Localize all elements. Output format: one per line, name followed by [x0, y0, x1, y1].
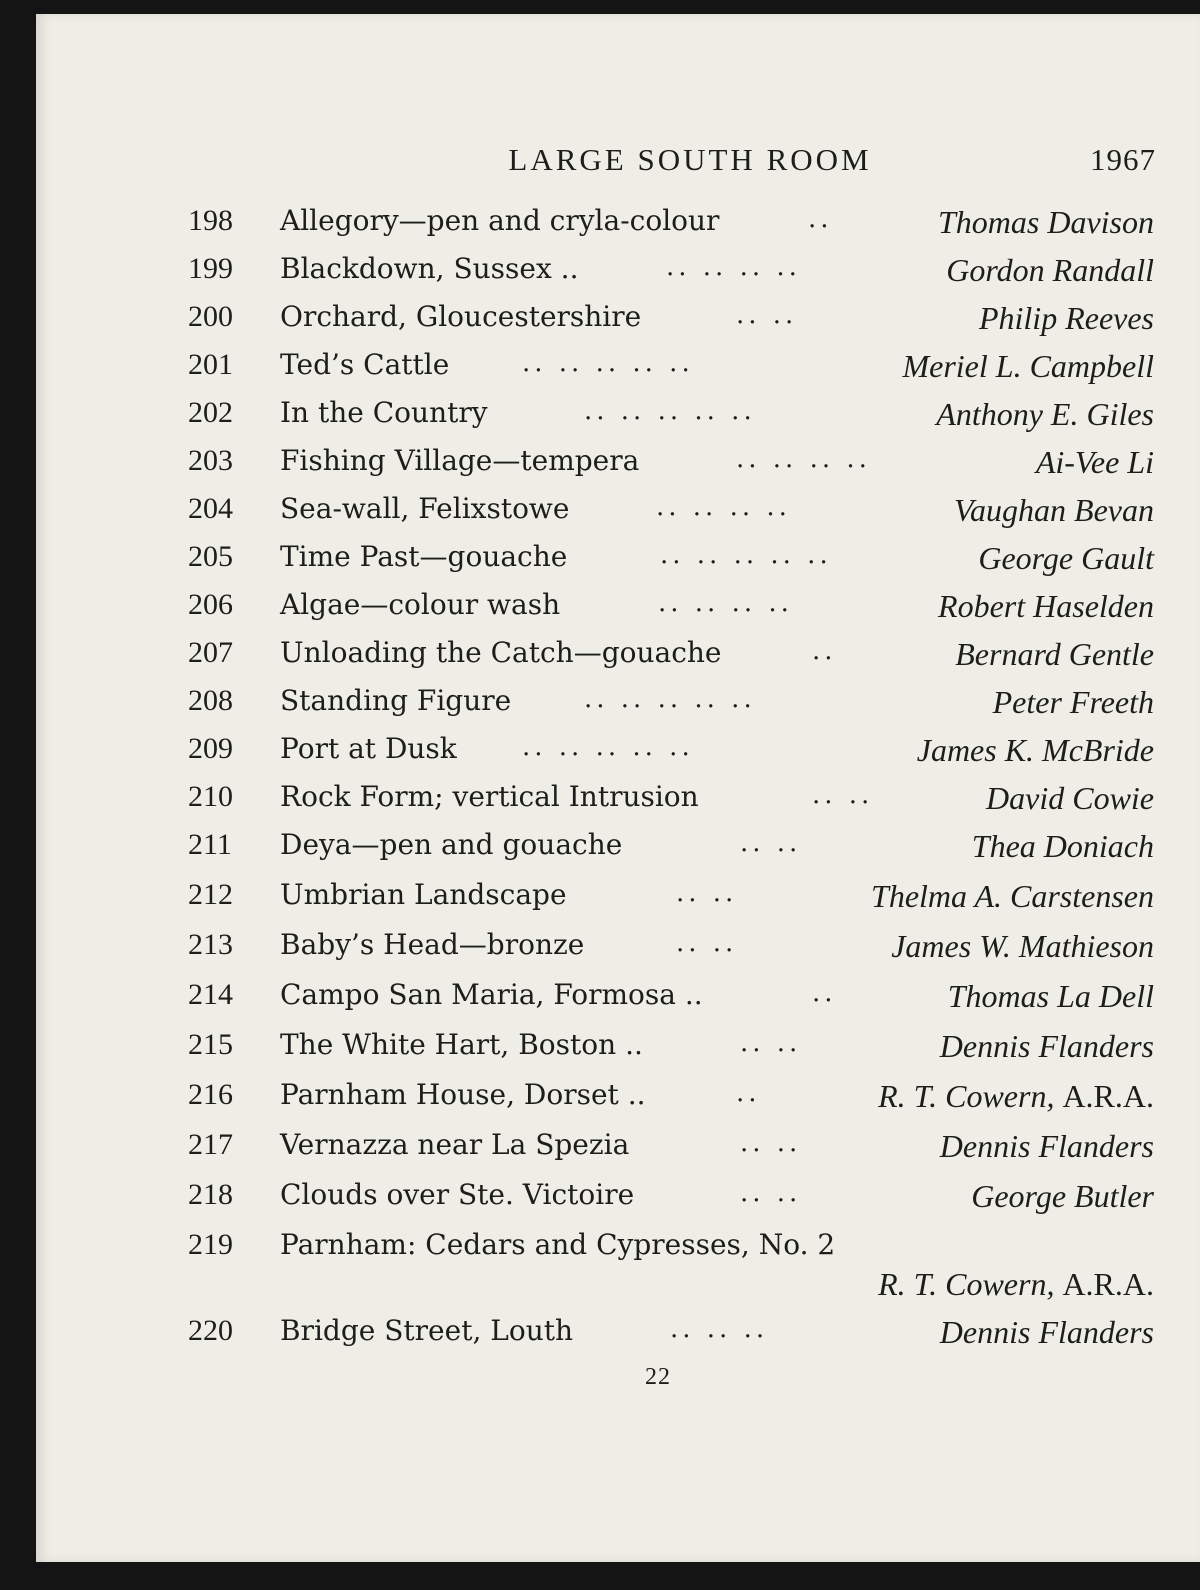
list-item [36, 300, 1200, 348]
leader-dots: .. [812, 978, 837, 1008]
entry-title: Vernazza near La Spezia [280, 1128, 630, 1161]
list-item [36, 978, 1200, 1026]
entry-title: Parnham: Cedars and Cypresses, No. 2 [280, 1228, 836, 1261]
leader-dots: .. .. .. .. [658, 588, 793, 618]
list-item [36, 684, 1200, 732]
leader-dots: .. .. [812, 780, 874, 810]
entry-number: 200 [188, 300, 233, 333]
list-item [36, 928, 1200, 976]
list-item [36, 348, 1200, 396]
entry-artist: Vaughan Bevan [954, 492, 1154, 528]
entry-artist: David Cowie [986, 780, 1154, 816]
entry-title: Bridge Street, Louth [280, 1314, 574, 1347]
entry-artist: James W. Mathieson [891, 928, 1154, 964]
leader-dots: .. .. .. .. .. [522, 348, 694, 378]
entry-number: 208 [188, 684, 233, 717]
entry-title: Baby’s Head—bronze [280, 928, 585, 961]
entry-artist: Robert Haselden [938, 588, 1154, 624]
artist-name: R. T. Cowern, [878, 1266, 1055, 1302]
leader-dots: .. .. .. .. [736, 444, 871, 474]
entry-number: 211 [188, 828, 232, 861]
leader-dots: .. .. [740, 1028, 802, 1058]
leader-dots: .. .. [740, 828, 802, 858]
entry-title: Sea-wall, Felixstowe [280, 492, 570, 525]
entry-artist: Meriel L. Campbell [902, 348, 1154, 384]
list-item [36, 878, 1200, 926]
entry-number: 212 [188, 878, 233, 911]
leader-dots: .. .. [736, 300, 798, 330]
leader-dots: .. .. [676, 928, 738, 958]
entry-number: 217 [188, 1128, 233, 1161]
entry-artist [878, 1078, 1154, 1115]
entry-artist: Dennis Flanders [939, 1028, 1154, 1064]
entry-number: 213 [188, 928, 233, 961]
entry-artist: Dennis Flanders [939, 1314, 1154, 1350]
leader-dots: .. [808, 204, 833, 234]
page-header [36, 142, 1200, 182]
artist-name: R. T. Cowern, [878, 1078, 1055, 1114]
entry-number: 214 [188, 978, 233, 1011]
entry-artist: Philip Reeves [978, 300, 1154, 336]
list-item [36, 540, 1200, 588]
entry-title: Fishing Village—tempera [280, 444, 640, 477]
page-number: 22 [645, 1364, 671, 1390]
entry-number: 220 [188, 1314, 233, 1347]
leader-dots: .. .. .. .. .. [660, 540, 832, 570]
entry-title: Umbrian Landscape [280, 878, 567, 911]
entry-number: 199 [188, 252, 233, 285]
entry-artist: Anthony E. Giles [936, 396, 1154, 432]
entry-title: In the Country [280, 396, 488, 429]
entry-title: Blackdown, Sussex .. [280, 252, 579, 285]
entry-artist: George Butler [971, 1178, 1154, 1214]
entry-artist: Thomas La Dell [947, 978, 1154, 1014]
list-item [36, 492, 1200, 540]
entry-number: 203 [188, 444, 233, 477]
leader-dots: .. .. .. .. [666, 252, 801, 282]
entry-number: 209 [188, 732, 233, 765]
entry-artist: Thelma A. Carstensen [871, 878, 1154, 914]
entry-artist: Peter Freeth [992, 684, 1154, 720]
entry-number: 215 [188, 1028, 233, 1061]
entry-title: Campo San Maria, Formosa .. [280, 978, 703, 1011]
entry-number: 201 [188, 348, 233, 381]
list-item [36, 1078, 1200, 1126]
artist-suffix: A.R.A. [1062, 1078, 1154, 1114]
entry-artist: Gordon Randall [946, 252, 1154, 288]
catalogue-page [36, 14, 1200, 1562]
entry-title: Allegory—pen and cryla-colour [280, 204, 720, 237]
entry-artist: Thomas Davison [937, 204, 1154, 240]
list-item [36, 1314, 1200, 1362]
leader-dots: .. .. [740, 1178, 802, 1208]
leader-dots: .. [812, 636, 837, 666]
entry-number: 205 [188, 540, 233, 573]
entry-title: Rock Form; vertical Intrusion [280, 780, 699, 813]
leader-dots: .. [736, 1078, 761, 1108]
entry-title: Time Past—gouache [280, 540, 568, 573]
leader-dots: .. .. .. [670, 1314, 769, 1344]
entry-artist [878, 1266, 1154, 1303]
entry-title: Clouds over Ste. Victoire [280, 1178, 635, 1211]
entry-number: 207 [188, 636, 233, 669]
leader-dots: .. .. .. .. .. [584, 684, 756, 714]
entry-title: Algae—colour wash [280, 588, 561, 621]
entry-artist: George Gault [978, 540, 1154, 576]
artist-suffix: A.R.A. [1062, 1266, 1154, 1302]
leader-dots: .. .. .. .. [656, 492, 791, 522]
list-item [36, 780, 1200, 828]
entry-title: Parnham House, Dorset .. [280, 1078, 646, 1111]
entry-number: 219 [188, 1228, 233, 1261]
room-title: LARGE SOUTH ROOM [508, 142, 872, 177]
list-item [36, 252, 1200, 300]
entry-number: 198 [188, 204, 233, 237]
entry-number: 216 [188, 1078, 233, 1111]
list-item [36, 732, 1200, 780]
entry-title: Standing Figure [280, 684, 512, 717]
entry-title: Port at Dusk [280, 732, 457, 765]
entry-number: 210 [188, 780, 233, 813]
entry-artist: Ai-Vee Li [1035, 444, 1154, 480]
list-item [36, 1028, 1200, 1076]
list-item [36, 588, 1200, 636]
leader-dots: .. .. .. .. .. [522, 732, 694, 762]
list-item [36, 444, 1200, 492]
entry-artist: James K. McBride [916, 732, 1154, 768]
entry-number: 206 [188, 588, 233, 621]
entry-title: The White Hart, Boston .. [280, 1028, 643, 1061]
entry-number: 204 [188, 492, 233, 525]
entry-number: 202 [188, 396, 233, 429]
leader-dots: .. .. [740, 1128, 802, 1158]
list-item [36, 1228, 1200, 1314]
list-item [36, 396, 1200, 444]
leader-dots: .. .. .. .. .. [584, 396, 756, 426]
entry-artist: Dennis Flanders [939, 1128, 1154, 1164]
year-label: 1967 [1090, 142, 1156, 177]
entry-title: Ted’s Cattle [280, 348, 450, 381]
entry-artist: Bernard Gentle [955, 636, 1154, 672]
list-item [36, 636, 1200, 684]
entry-number: 218 [188, 1178, 233, 1211]
entry-artist: Thea Doniach [971, 828, 1154, 864]
list-item [36, 828, 1200, 876]
entry-title: Unloading the Catch—gouache [280, 636, 722, 669]
entry-title: Orchard, Gloucestershire [280, 300, 642, 333]
leader-dots: .. .. [676, 878, 738, 908]
list-item [36, 1128, 1200, 1176]
list-item [36, 1178, 1200, 1226]
entry-title: Deya—pen and gouache [280, 828, 623, 861]
list-item [36, 204, 1200, 252]
